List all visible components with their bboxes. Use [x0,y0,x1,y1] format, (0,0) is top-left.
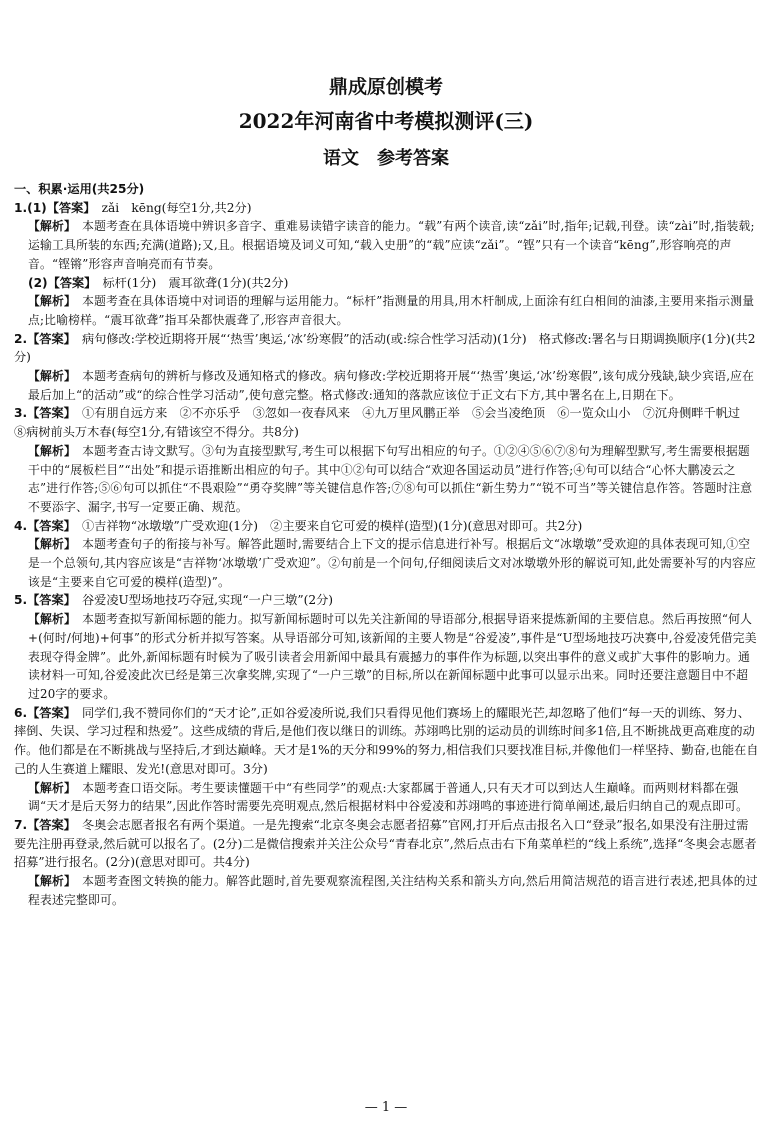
answer-paragraph [14,704,759,779]
answer-text: 谷爱凌U型场地技巧夺冠,实现“一户三墩”(2分) [69,593,334,608]
question-number: 3. [14,406,28,421]
question-number: 4. [14,518,28,533]
answer-paragraph [14,779,759,816]
answer-paragraph [14,404,759,441]
answer-text: 本题考查图文转换的能力。解答此题时,首先要观察流程图,关注结构关系和箭头方向,然后用简洁规范的语言进行表述,把具体的过程表述完整即可。 [28,874,758,907]
question-number: 1. [14,200,28,215]
question-number: 7. [14,817,28,832]
answer-text: 本题考查口语交际。考生要读懂题干中“有些同学”的观点:大家都属于普通人,只有天才可以到达人生巅峰。而两则材料都在强调“天才是后天努力的结果”,因此作答时需要先亮明观点,然后根据材料中谷爱凌和苏翊鸣的事迹进行简单阐述,最后归纳自己的观点即可。 [28,780,749,814]
answer-paragraph [14,199,759,218]
answer-tag: 【解析】 [28,369,71,384]
answer-tag: 【答案】 [27,331,70,346]
answer-tag: 【解析】 [28,443,71,458]
answer-text: 病句修改:学校近期将开展“‘热雪’奥运,‘冰’纷寒假”的活动(或:综合性学习活动)(1分) 格式修改:署名与日期调换顺序(1分)(共2分) [14,331,756,365]
answer-content [14,180,759,909]
answer-paragraph [14,872,759,909]
exam-main-title: 2022年河南省中考模拟测评(三) [238,109,534,133]
answer-text: 本题考查句子的衔接与补写。解答此题时,需要结合上下文的提示信息进行补写。根据后文“冰墩墩”受欢迎的具体表现可知,①空是一个总领句,其内容应该是“吉祥物‘冰墩墩’广受欢迎”。②句前是一个问句,仔细阅读后文对冰墩墩外形的解说可知,此处需要补写的内容应该是“主要来自它可爱的模样(造型)”。 [28,537,757,589]
page-number: — 1 — [364,1100,408,1115]
answer-text: 本题考查在具体语境中辨识多音字、重难易读错字读音的能力。“载”有两个读音,读“zǎi”时,指年;记载,刊登。读“zài”时,指装载;运输工具所装的东西;充满(道路);又,且。根据语境及词义可知,“载入史册”的“载”应读“zǎi”。“铿”只有一个读音“kēng”,形容响亮的声音。“铿锵”形容声音响亮而有节奏。 [28,219,755,271]
answer-paragraph [14,330,759,367]
question-number: 5. [14,593,28,608]
answer-text: 本题考查在具体语境中对词语的理解与运用能力。“标杆”指测量的用具,用木杆制成,上面涂有红白相间的油漆,主要用来指示测量点;比喻榜样。“震耳欲聋”指耳朵都快震聋了,形容声音很大。 [28,294,755,327]
answer-paragraph [14,816,759,872]
answer-tag: 【解析】 [28,219,71,234]
answer-paragraph [14,517,759,536]
answer-paragraph [14,610,759,704]
answer-tag: 【答案】 [27,705,70,720]
answer-text: 冬奥会志愿者报名有两个渠道。一是先搜索“北京冬奥会志愿者招募”官网,打开后点击报名入口“登录”报名,如果没有注册过需要先注册再登录,然后就可以报名了。(2分)二是微信搜索并关注公众号“青春北京”,然后点击右下角菜单栏的“线上系统”,选择“冬奥会志愿者招募”进行报名。(2分)(意思对即可。共4分) [14,817,757,870]
answer-tag: 【答案】 [27,518,70,533]
answer-tag: 【解析】 [28,294,71,309]
answer-paragraph [14,535,759,591]
answer-paragraph [14,442,759,517]
answer-text: zǎi kēng(每空1分,共2分) [89,200,252,215]
question-list [14,199,759,910]
answer-tag: (2)【答案】 [28,275,91,290]
section-heading: 一、积累·运用(共25分) [14,182,145,196]
answer-paragraph [14,217,759,273]
answer-paragraph [14,591,759,610]
answer-text: ①吉祥物“冰墩墩”广受欢迎(1分) ②主要来自它可爱的模样(造型)(1分)(意思对即可。共2分) [69,518,583,533]
question-number: 6. [14,705,28,720]
answer-tag: 【答案】 [27,817,70,832]
answer-paragraph [14,367,759,404]
answer-tag: (1)【答案】 [27,200,90,215]
answer-text: 本题考查病句的辨析与修改及通知格式的修改。病句修改:学校近期将开展“‘热雪’奥运,‘冰’纷寒假”,该句成分残缺,缺少宾语,应在最后加上“的活动”或“的综合性学习活动”,使句意完整。格式修改:通知的落款应该位于正文右下方,其中署名在上,日期在下。 [28,369,755,402]
answer-tag: 【解析】 [28,537,71,552]
answer-text: 本题考查拟写新闻标题的能力。拟写新闻标题时可以先关注新闻的导语部分,根据导语来提炼新闻的主要信息。然后再按照“何人+(何时/何地)+何事”的形式分析并拟写答案。从导语部分可知,该新闻的主要人物是“谷爱凌”,事件是“U型场地技巧决赛中,谷爱凌凭借完美表现夺得金牌”。此外,新闻标题有时候为了吸引读者会用新闻中最具有震撼力的事件作为标题,以突出事件的意义或扩大事件的影响力。通读材料一可知,谷爱凌此次已经是第三次拿奖牌,实现了“一户三墩”的目标,所以在新闻标题中此事可以显示出来。同时还要注意题目中不超过20字的要求。 [28,612,757,701]
answer-tag: 【解析】 [28,874,71,889]
exam-brand-title: 鼎成原创模考 [328,76,443,98]
answer-tag: 【解析】 [28,780,71,795]
subject-answer-title: 语文 参考答案 [323,148,449,169]
answer-paragraph [14,274,759,293]
answer-text: ①有朋自远方来 ②不亦乐乎 ③忽如一夜春风来 ④九万里风鹏正举 ⑤会当凌绝顶 ⑥一览众山小 ⑦沉舟侧畔千帆过 ⑧病树前头万木春(每空1分,有错该空不得分。共8分) [14,406,753,440]
answer-paragraph [14,292,759,329]
answer-text: 标杆(1分) 震耳欲聋(1分)(共2分) [90,275,289,290]
answer-tag: 【答案】 [27,406,70,421]
answer-tag: 【答案】 [27,593,70,608]
answer-text: 本题考查古诗文默写。③句为直接型默写,考生可以根据下句写出相应的句子。①②④⑤⑥⑦⑧句为理解型默写,考生需要根据题干中的“展板栏目”“出处”和提示语推断出相应的句子。其中①②句可以结合“欢迎各国运动员”进行作答;④句可以结合“心怀大鹏凌云之志”进行作答;⑤⑥句可以抓住“不畏艰险”“勇夺奖牌”等关键信息作答;⑦⑧句可以抓住“新生势力”“锐不可当”等关键信息作答。答题时注意不要添字、漏字,书写一定要正确、规范。 [28,443,753,514]
answer-text: 同学们,我不赞同你们的“天才论”,正如谷爱凌所说,我们只看得见他们赛场上的耀眼光芒,却忽略了他们“每一天的训练、努力、摔倒、失误、学习过程和热爱”。这些成绩的背后,是他们夜以继日的训练。苏翊鸣比别的运动员的训练时间多1倍,且不断挑战更高难度的动作。他们都是在不断挑战与坚持后,才到达巅峰。天才是1%的天分和99%的努力,相信我们只要找准目标,并像他们一样坚持、勤奋,也能在自己的人生赛道上耀眼、发光!(意思对即可。3分) [14,705,759,776]
answer-tag: 【解析】 [28,612,71,627]
question-number: 2. [14,331,28,346]
